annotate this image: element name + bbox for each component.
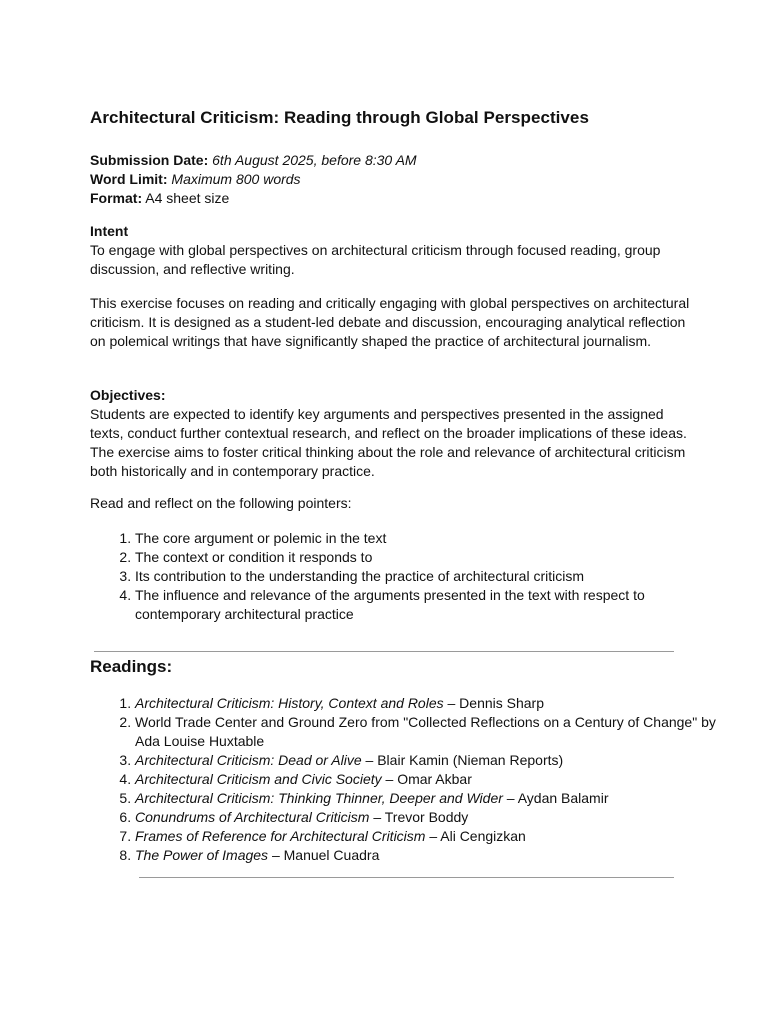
document-title: Architectural Criticism: Reading through Global Perspectives xyxy=(90,108,589,127)
reading-title: Architectural Criticism and Civic Society xyxy=(135,771,382,787)
section-divider xyxy=(94,651,674,652)
reading-author: – Blair Kamin (Nieman Reports) xyxy=(361,752,564,768)
reading-item xyxy=(135,694,725,713)
format-label: Format: xyxy=(90,190,143,206)
pointers-intro: Read and reflect on the following pointers: xyxy=(90,495,352,511)
word-limit-value: Maximum 800 words xyxy=(171,171,301,187)
submission-date-line xyxy=(90,151,417,170)
reading-item xyxy=(135,827,725,846)
reading-author: – Ali Cengizkan xyxy=(425,828,526,844)
pointers-list xyxy=(90,529,725,624)
objectives-heading: Objectives: xyxy=(90,387,166,403)
reading-title: Conundrums of Architectural Criticism xyxy=(135,809,370,825)
submission-date-label: Submission Date: xyxy=(90,152,209,168)
reading-title: Frames of Reference for Architectural Criticism xyxy=(135,828,426,844)
format-value: A4 sheet size xyxy=(145,190,230,206)
reading-item xyxy=(135,808,725,827)
reading-title: Architectural Criticism: History, Context and Roles xyxy=(135,695,444,711)
reading-title: The Power of Images xyxy=(135,847,269,863)
reading-item xyxy=(135,770,725,789)
readings-list xyxy=(90,694,725,865)
objectives-section xyxy=(90,386,690,481)
list-item: 1. The core argument or polemic in the text xyxy=(135,529,725,548)
reading-author: – Trevor Boddy xyxy=(369,809,469,825)
reading-title: Architectural Criticism: Dead or Alive xyxy=(135,752,362,768)
assignment-meta xyxy=(90,151,417,208)
intent-text: To engage with global perspectives on architectural criticism through focused reading, group discussion, and reflective writing. xyxy=(90,242,661,277)
reading-item xyxy=(135,846,725,865)
format-line xyxy=(90,189,417,208)
reading-author: – Dennis Sharp xyxy=(443,695,545,711)
submission-date-value: 6th August 2025, before 8:30 AM xyxy=(212,152,417,168)
list-item: 3. Its contribution to the understanding the practice of architectural criticism xyxy=(135,567,725,586)
reading-title: World Trade Center and Ground Zero from "Collected Reflections on a Century of Change" by Ada Louise Huxtable xyxy=(135,714,716,749)
list-item: 2. The context or condition it responds to xyxy=(135,548,725,567)
list-item: 4. The influence and relevance of the arguments presented in the text with respect to contemporary architectural practice xyxy=(135,586,725,624)
intent-section xyxy=(90,222,690,279)
reading-item xyxy=(135,713,725,751)
word-limit-label: Word Limit: xyxy=(90,171,168,187)
reading-title: Architectural Criticism: Thinking Thinner, Deeper and Wider xyxy=(135,790,503,806)
readings-heading: Readings: xyxy=(90,657,173,676)
reading-author: – Omar Akbar xyxy=(381,771,472,787)
word-limit-line xyxy=(90,170,417,189)
reading-item xyxy=(135,789,725,808)
intent-heading: Intent xyxy=(90,223,129,239)
exercise-paragraph: This exercise focuses on reading and critically engaging with global perspectives on architectural criticism. It is designed as a student-led debate and discussion, encouraging analytical reflection on polemical writings that have significantly shaped the practice of architectural journalism. xyxy=(90,295,690,349)
reading-item xyxy=(135,751,725,770)
reading-author: – Aydan Balamir xyxy=(502,790,609,806)
objectives-text: Students are expected to identify key arguments and perspectives presented in the assigned texts, conduct further contextual research, and reflect on the broader implications of these ideas. The exercise aims to foster critical thinking about the role and relevance of architectural criticism both historically and in contemporary practice. xyxy=(90,406,687,479)
reading-author: – Manuel Cuadra xyxy=(268,847,380,863)
bottom-divider xyxy=(139,877,674,878)
